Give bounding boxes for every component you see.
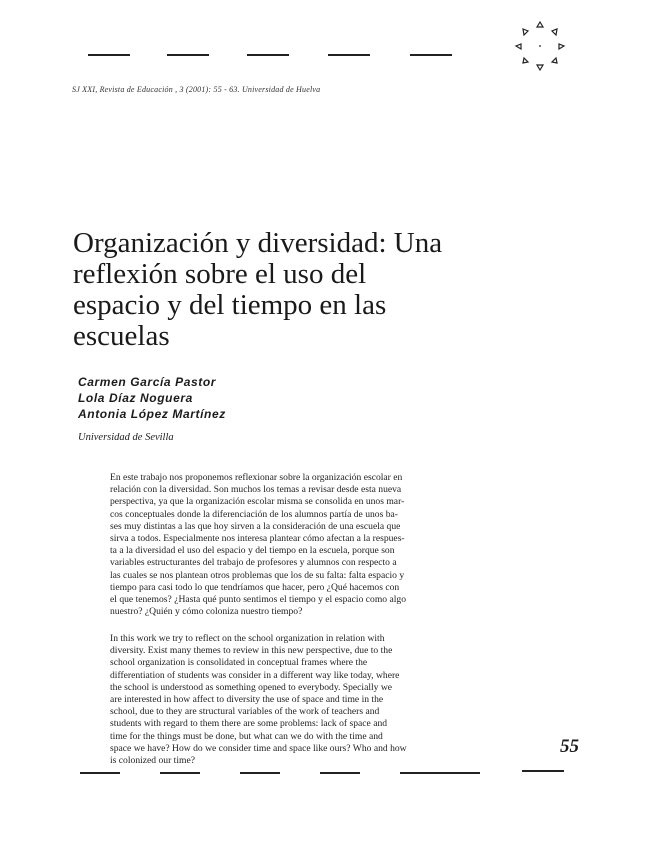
footer-rule-7: [522, 770, 564, 772]
abstract-english: [110, 633, 488, 767]
title-line: escuelas: [73, 320, 170, 352]
abstract-line: differentiation of students was consider in a different way like today, where: [110, 669, 400, 681]
abstract-line: las cuales se nos plantean otros problemas que los de su falta: falta espacio y: [110, 569, 405, 581]
abstract-line: is colonized our time?: [110, 755, 195, 767]
page-number: 55: [560, 736, 579, 757]
abstract-line: space we have? How do we consider time and space like ours? Who and how: [110, 742, 407, 754]
affiliation: Universidad de Sevilla: [78, 432, 174, 443]
abstract-line: relación con la diversidad. Son muchos los temas a revisar desde esta nueva: [110, 484, 402, 496]
abstract-line: ses muy distintas a las que hoy sirven a la consideración de una escuela que: [110, 520, 401, 532]
abstract-line: perspectiva, ya que la organización escolar misma se consolida en unos mar-: [110, 496, 405, 508]
abstract-line: En este trabajo nos proponemos reflexionar sobre la organización escolar en: [110, 472, 403, 483]
header-rule-1: [88, 54, 130, 56]
title-line: reflexión sobre el uso del: [73, 258, 367, 290]
abstract-line: cos conceptuales donde la diferenciación de los alumnos partía de unos ba-: [110, 508, 398, 520]
header-rule-5: [410, 54, 452, 56]
abstract-line: In this work we try to reflect on the school organization in relation with: [110, 633, 385, 644]
abstract-line: el que tenemos? ¿Hasta qué punto sentimos el tiempo y el espacio como algo: [110, 594, 406, 606]
footer-rule-4: [320, 772, 360, 774]
abstract-line: school organization is consolidated in conceptual frames where the: [110, 657, 368, 669]
article-title: [73, 228, 513, 352]
abstract-line: ta a la diversidad el uso del espacio y del tiempo en la escuela, porque son: [110, 545, 395, 557]
footer-rule-1: [80, 772, 120, 774]
abstract-line: school, due to they are structural variables of the work of teachers and: [110, 706, 380, 718]
journal-logo-icon: [510, 18, 570, 78]
running-head: SJ XXI, Revista de Educación , 3 (2001): 55 - 63. Universidad de Huelva: [72, 85, 321, 94]
abstract-spanish: [110, 472, 488, 618]
title-line: espacio y del tiempo en las: [73, 289, 387, 321]
header-rule-2: [167, 54, 209, 56]
abstract-line: the school is understood as something opened to everybody. Specially we: [110, 681, 393, 693]
author-name: Lola Díaz Noguera: [78, 391, 193, 405]
abstract-line: diversity. Exist many themes to review in this new perspective, due to the: [110, 645, 393, 657]
footer-rule-3: [240, 772, 280, 774]
abstract-line: are interested in how affect to diversity the use of space and time in the: [110, 694, 384, 706]
title-line: Organización y diversidad: Una: [73, 227, 443, 259]
footer-rule-2: [160, 772, 200, 774]
abstract-line: sirva a todos. Especialmente nos interesa plantear cómo afectan a la respues-: [110, 533, 405, 545]
abstract-line: tiempo para casi todo lo que tendríamos que hacer, pero ¿Qué hacemos con: [110, 581, 400, 593]
footer-rule-6: [440, 772, 480, 774]
abstract-line: students with regard to them there are some problems: lack of space and: [110, 718, 388, 730]
abstract-line: variables estructurantes del trabajo de profesores y alumnos con respecto a: [110, 557, 397, 569]
author-name: Carmen García Pastor: [78, 375, 217, 389]
footer-rule-5: [400, 772, 440, 774]
header-rule-3: [247, 54, 289, 56]
header-rule-4: [328, 54, 370, 56]
abstract-line: nuestro? ¿Quién y cómo coloniza nuestro tiempo?: [110, 606, 303, 618]
author-name: Antonia López Martínez: [78, 407, 226, 421]
abstract-line: time for the things must be done, but what can we do with the time and: [110, 730, 383, 742]
author-list: [78, 374, 226, 422]
